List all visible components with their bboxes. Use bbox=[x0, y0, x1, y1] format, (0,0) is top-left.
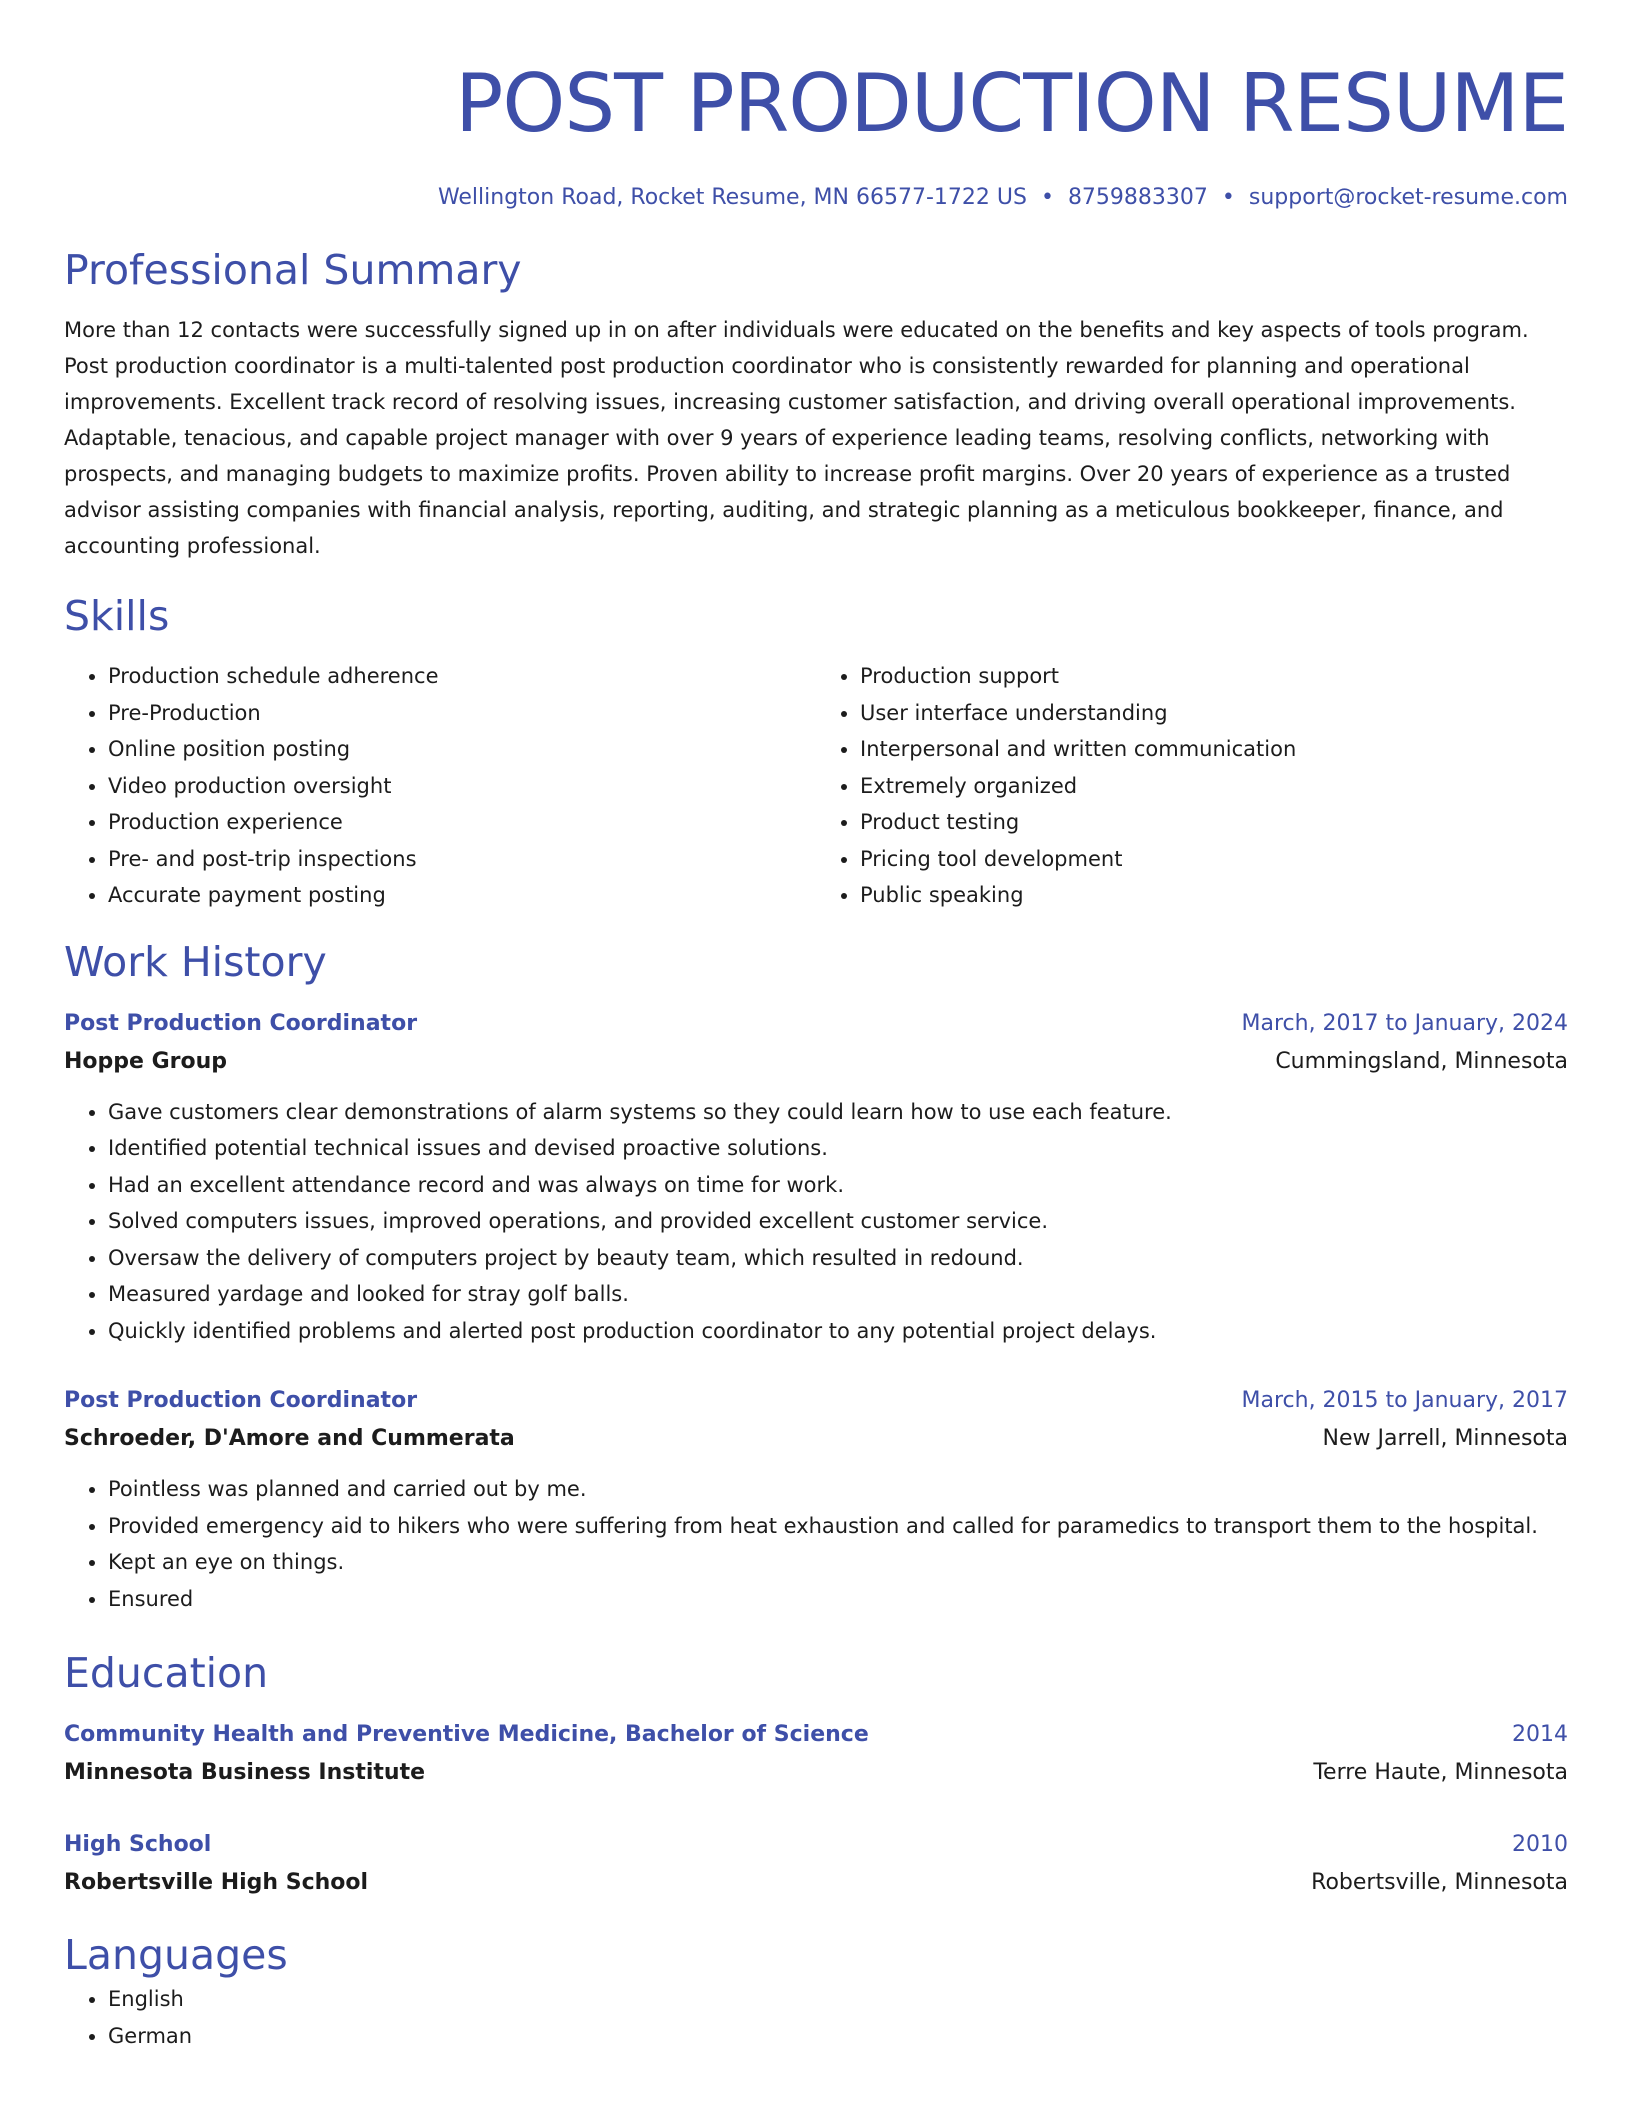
education-year: 2014 bbox=[1512, 1722, 1568, 1747]
work-entry-header bbox=[64, 1385, 1568, 1417]
languages-heading: Languages bbox=[64, 1931, 288, 1979]
job-bullet: • Gave customers clear demonstrations of alarm systems so they could learn how to use each feature. bbox=[108, 1094, 1568, 1131]
job-company: Schroeder, D'Amore and Cummerata bbox=[64, 1426, 515, 1451]
job-dates: March, 2015 to January, 2017 bbox=[1241, 1388, 1568, 1413]
education-school: Robertsville High School bbox=[64, 1870, 369, 1895]
education-entry bbox=[64, 1719, 1568, 1791]
language-item: • English bbox=[108, 1981, 1568, 2018]
work-entry bbox=[64, 1008, 1568, 1350]
skill-item: • Public speaking bbox=[860, 877, 1568, 914]
contact-separator: • bbox=[1221, 185, 1235, 210]
work-entry-subheader bbox=[64, 1417, 1568, 1457]
skills-column-left bbox=[64, 658, 816, 914]
skill-item: • Video production oversight bbox=[108, 768, 816, 805]
skill-item: • Online position posting bbox=[108, 731, 816, 768]
job-role: Post Production Coordinator bbox=[64, 1010, 418, 1036]
education-entry-header bbox=[64, 1719, 1568, 1751]
contact-phone: 8759883307 bbox=[1067, 185, 1208, 210]
education-entry-subheader bbox=[64, 1751, 1568, 1791]
language-item: • German bbox=[108, 2018, 1568, 2055]
skills-heading: Skills bbox=[64, 592, 170, 640]
skill-item: • Pricing tool development bbox=[860, 841, 1568, 878]
education-school: Minnesota Business Institute bbox=[64, 1760, 426, 1785]
skill-item: • User interface understanding bbox=[860, 695, 1568, 732]
work-entry bbox=[64, 1385, 1568, 1617]
education-entry-subheader bbox=[64, 1861, 1568, 1901]
education-location: Robertsville, Minnesota bbox=[1311, 1870, 1568, 1895]
job-location: Cummingsland, Minnesota bbox=[1275, 1048, 1568, 1074]
skill-item: • Production experience bbox=[108, 804, 816, 841]
contact-email: support@rocket-resume.com bbox=[1248, 185, 1568, 210]
skill-item: • Production schedule adherence bbox=[108, 658, 816, 695]
job-bullet: • Kept an eye on things. bbox=[108, 1544, 1568, 1581]
contact-separator: • bbox=[1040, 185, 1054, 210]
job-role: Post Production Coordinator bbox=[64, 1388, 418, 1413]
job-bullet: • Provided emergency aid to hikers who were suffering from heat exhaustion and called for paramedics to transport them to the hospital. bbox=[108, 1508, 1568, 1545]
job-bullet: • Pointless was planned and carried out by me. bbox=[108, 1471, 1568, 1508]
education-entry bbox=[64, 1829, 1568, 1901]
summary-heading: Professional Summary bbox=[64, 246, 522, 294]
education-entry-header bbox=[64, 1829, 1568, 1861]
contact-line bbox=[64, 182, 1568, 214]
job-bullet: • Measured yardage and looked for stray golf balls. bbox=[108, 1276, 1568, 1313]
job-bullets bbox=[64, 1471, 1568, 1617]
education-heading: Education bbox=[64, 1649, 269, 1697]
resume-title: POST PRODUCTION RESUME bbox=[455, 57, 1568, 150]
job-location: New Jarrell, Minnesota bbox=[1322, 1426, 1568, 1451]
education-location: Terre Haute, Minnesota bbox=[1313, 1760, 1568, 1785]
job-company: Hoppe Group bbox=[64, 1048, 228, 1074]
summary-text: More than 12 contacts were successfully signed up in on after individuals were educated on the benefits and key aspects of tools program. Post production coordinator is a multi-talented post production coordinator who is consistently rewarded for planning and operational improvements. Excellent track record of resolving issues, increasing customer satisfaction, and driving overall operational improvements. Adaptable, tenacious, and capable project manager with over 9 years of experience leading teams, resolving conflicts, networking with prospects, and managing budgets to maximize profits. Proven ability to increase profit margins. Over 20 years of experience as a trusted advisor assisting companies with financial analysis, reporting, auditing, and strategic planning as a meticulous bookkeeper, finance, and accounting professional. bbox=[64, 318, 1529, 558]
job-bullet: • Solved computers issues, improved operations, and provided excellent customer service. bbox=[108, 1203, 1568, 1240]
education-year: 2010 bbox=[1512, 1832, 1568, 1857]
contact-address: Wellington Road, Rocket Resume, MN 66577-1722 US bbox=[437, 185, 1027, 210]
skills-grid bbox=[64, 658, 1568, 914]
job-bullet: • Had an excellent attendance record and was always on time for work. bbox=[108, 1167, 1568, 1204]
skill-item: • Extremely organized bbox=[860, 768, 1568, 805]
job-bullets bbox=[64, 1094, 1568, 1350]
education-degree: High School bbox=[64, 1832, 212, 1857]
work-entry-subheader bbox=[64, 1040, 1568, 1080]
work-entry-header bbox=[64, 1008, 1568, 1040]
skill-item: • Interpersonal and written communication bbox=[860, 731, 1568, 768]
skills-column-right bbox=[816, 658, 1568, 914]
job-dates: March, 2017 to January, 2024 bbox=[1241, 1010, 1568, 1036]
skill-item: • Product testing bbox=[860, 804, 1568, 841]
job-bullet: • Identified potential technical issues and devised proactive solutions. bbox=[108, 1130, 1568, 1167]
job-bullet: • Oversaw the delivery of computers project by beauty team, which resulted in redound. bbox=[108, 1240, 1568, 1277]
skill-item: • Accurate payment posting bbox=[108, 877, 816, 914]
job-bullet: • Ensured bbox=[108, 1581, 1568, 1618]
work-history-heading: Work History bbox=[64, 937, 327, 986]
skill-item: • Pre- and post-trip inspections bbox=[108, 841, 816, 878]
skill-item: • Production support bbox=[860, 658, 1568, 695]
education-degree: Community Health and Preventive Medicine, Bachelor of Science bbox=[64, 1722, 869, 1747]
job-bullet: • Quickly identified problems and alerted post production coordinator to any potential project delays. bbox=[108, 1313, 1568, 1350]
languages-list bbox=[64, 1981, 1568, 2054]
skill-item: • Pre-Production bbox=[108, 695, 816, 732]
